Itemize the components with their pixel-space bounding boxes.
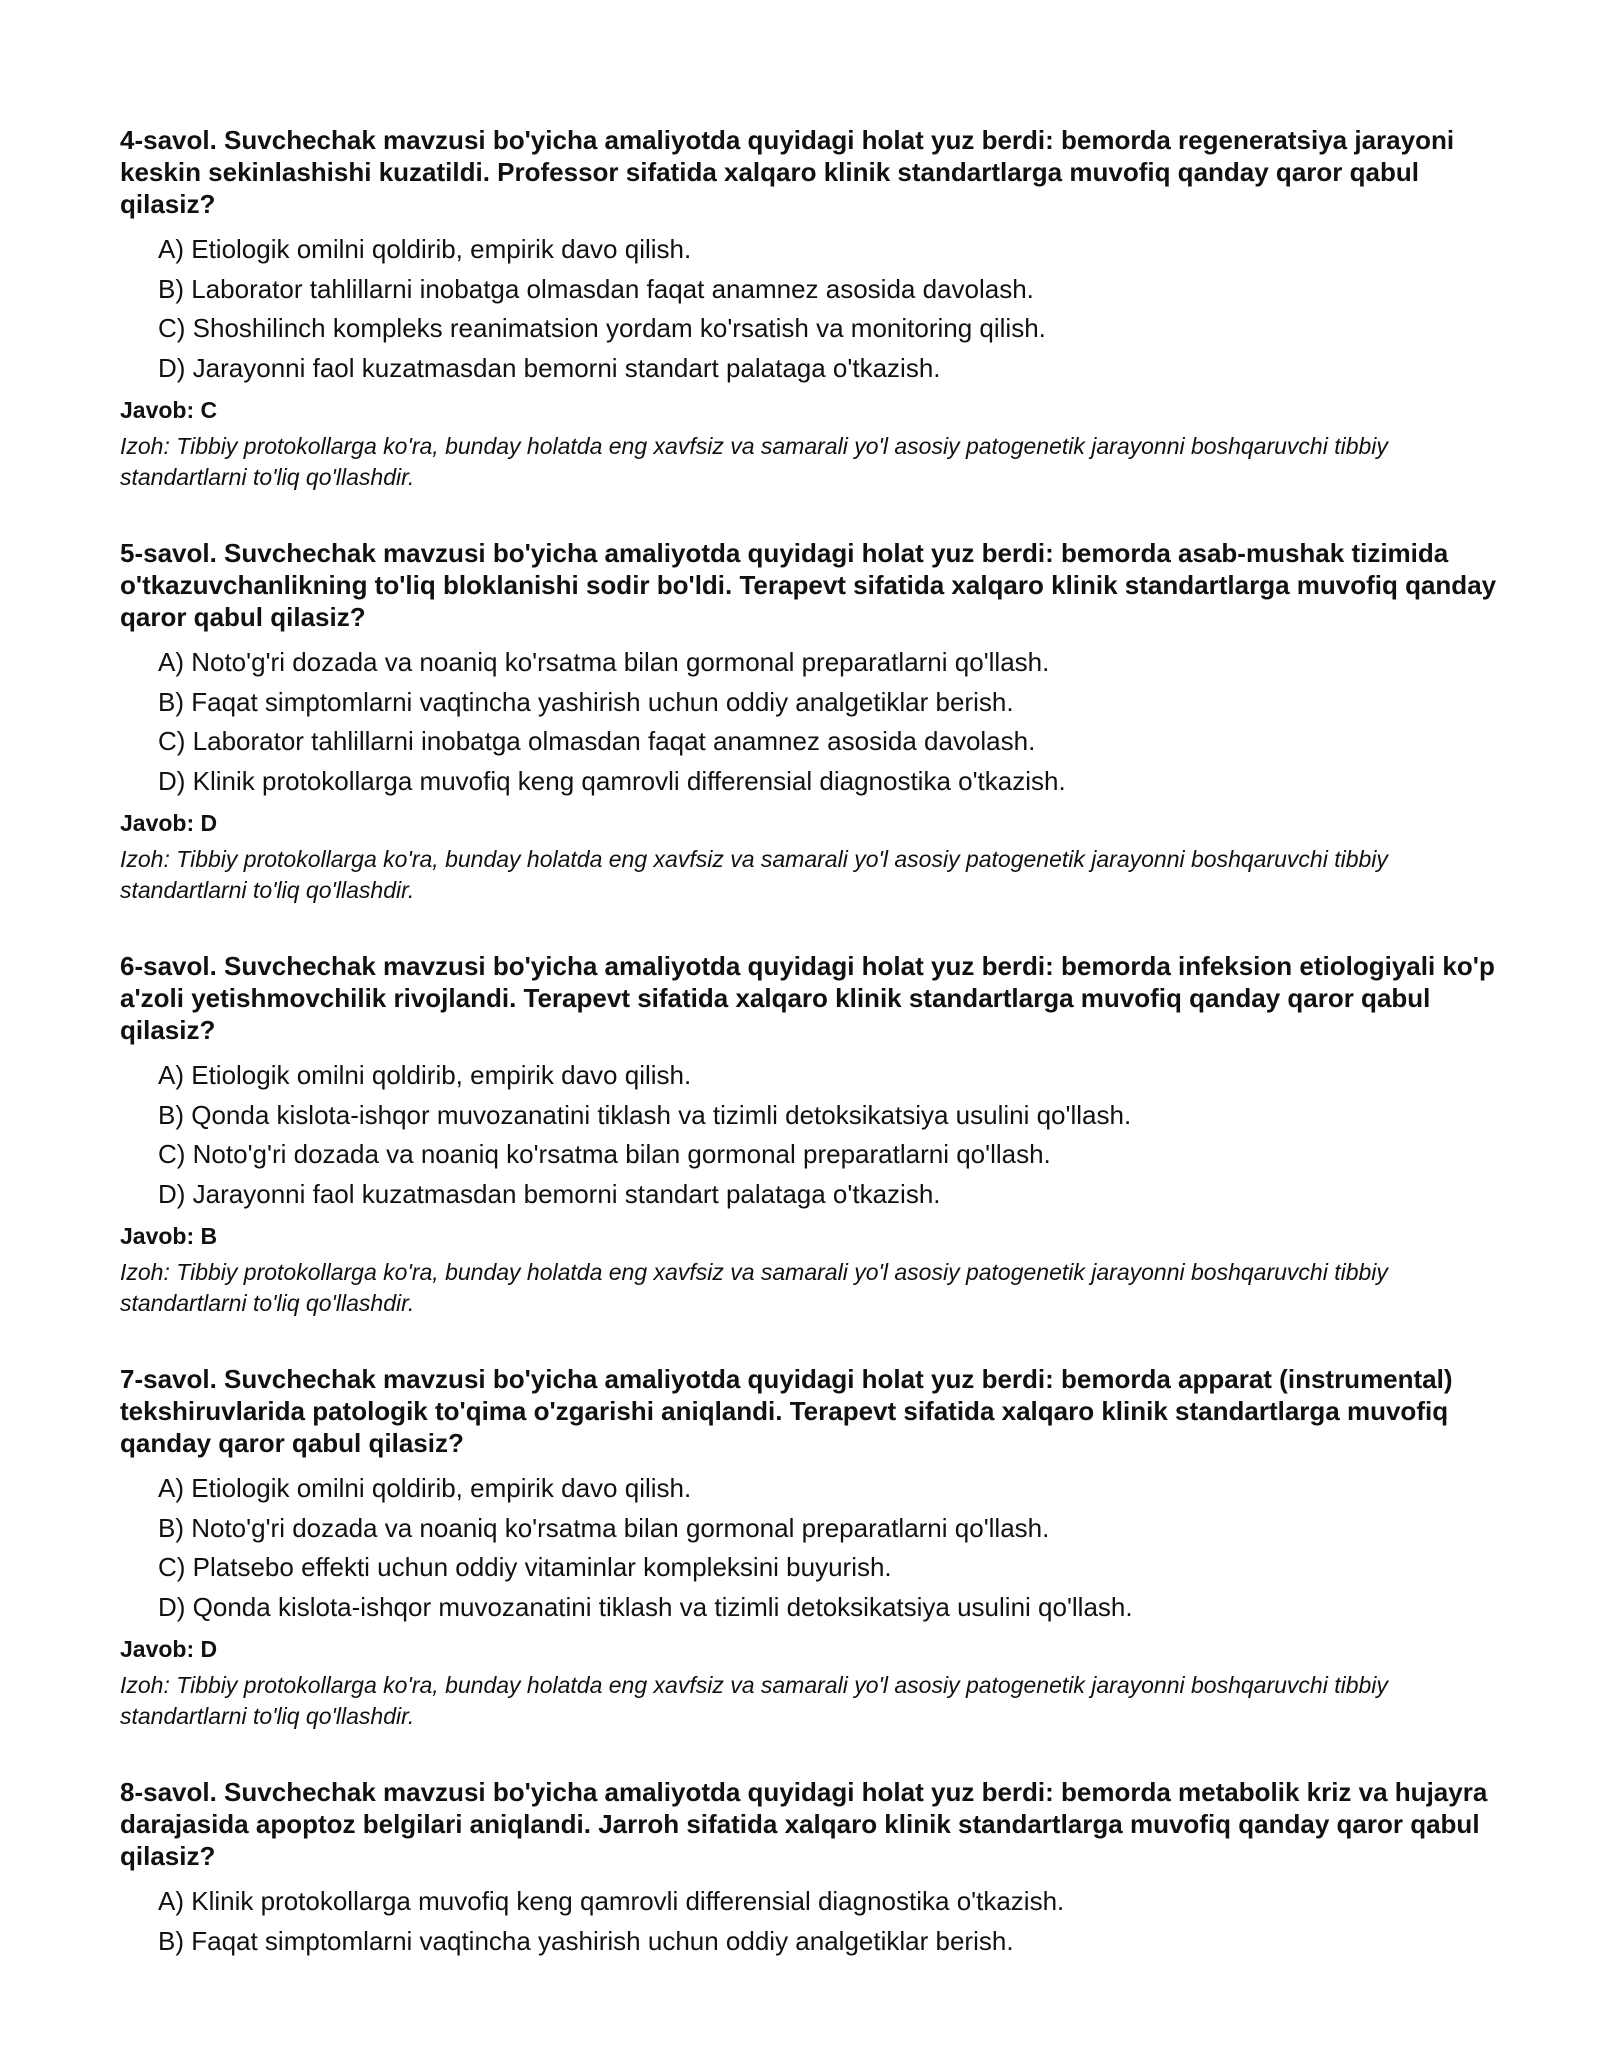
- option-d: D) Qonda kislota-ishqor muvozanatini tiklash va tizimli detoksikatsiya usulini qo'llash.: [158, 1591, 1133, 1622]
- question-7: [120, 1363, 1500, 1732]
- option-a: A) Etiologik omilni qoldirib, empirik davo qilish.: [158, 1060, 692, 1090]
- option-d: D) Klinik protokollarga muvofiq keng qamrovli differensial diagnostika o'tkazish.: [158, 765, 1066, 796]
- answer-label: Javob: D: [120, 1636, 218, 1662]
- explanation-note: Izoh: Tibbiy protokollarga ko'ra, bunday holatda eng xavfsiz va samarali yo'l asosiy patogenetik jarayonni boshqaruvchi tibbiy standartlarni to'liq qo'llashdir.: [120, 1672, 1388, 1729]
- option-a: A) Etiologik omilni qoldirib, empirik davo qilish.: [158, 234, 692, 264]
- option-c: C) Noto'g'ri dozada va noaniq ko'rsatma bilan gormonal preparatlarni qo'llash.: [158, 1139, 1051, 1169]
- option-c: C) Platsebo effekti uchun oddiy vitaminlar kompleksini buyurish.: [158, 1552, 892, 1582]
- question-title: 7-savol. Suvchechak mavzusi bo'yicha amaliyotda quyidagi holat yuz berdi: bemorda apparat (instrumental) tekshiruvlarida patologik to'qima o'zgarishi aniqlandi. Terapevt sifatida xalqaro klinik standartlarga muvofiq qanday qaror qabul qilasiz?: [120, 1364, 1453, 1458]
- options-list: [120, 643, 1500, 801]
- options-list: [120, 1882, 1500, 1961]
- question-5: [120, 537, 1500, 906]
- option-c: C) Laborator tahlillarni inobatga olmasdan faqat anamnez asosida davolash.: [158, 726, 1036, 756]
- option-b: B) Laborator tahlillarni inobatga olmasdan faqat anamnez asosida davolash.: [158, 273, 1034, 304]
- answer-label: Javob: C: [120, 397, 218, 423]
- explanation-note: Izoh: Tibbiy protokollarga ko'ra, bunday holatda eng xavfsiz va samarali yo'l asosiy patogenetik jarayonni boshqaruvchi tibbiy standartlarni to'liq qo'llashdir.: [120, 1259, 1388, 1316]
- option-b: B) Noto'g'ri dozada va noaniq ko'rsatma bilan gormonal preparatlarni qo'llash.: [158, 1512, 1050, 1543]
- options-list: [120, 230, 1500, 388]
- option-a: A) Noto'g'ri dozada va noaniq ko'rsatma bilan gormonal preparatlarni qo'llash.: [158, 647, 1050, 677]
- options-list: [120, 1469, 1500, 1627]
- document-page: [120, 124, 1500, 2005]
- question-6: [120, 950, 1500, 1319]
- option-b: B) Qonda kislota-ishqor muvozanatini tiklash va tizimli detoksikatsiya usulini qo'llash.: [158, 1099, 1132, 1130]
- option-c: C) Shoshilinch kompleks reanimatsion yordam ko'rsatish va monitoring qilish.: [158, 313, 1046, 343]
- option-b: B) Faqat simptomlarni vaqtincha yashirish uchun oddiy analgetiklar berish.: [158, 686, 1014, 717]
- option-b: B) Faqat simptomlarni vaqtincha yashirish uchun oddiy analgetiklar berish.: [158, 1925, 1014, 1956]
- option-a: A) Etiologik omilni qoldirib, empirik davo qilish.: [158, 1473, 692, 1503]
- question-title: 5-savol. Suvchechak mavzusi bo'yicha amaliyotda quyidagi holat yuz berdi: bemorda asab-mushak tizimida o'tkazuvchanlikning to'liq bloklanishi sodir bo'ldi. Terapevt sifatida xalqaro klinik standartlarga muvofiq qanday qaror qabul qilasiz?: [120, 538, 1497, 632]
- option-d: D) Jarayonni faol kuzatmasdan bemorni standart palataga o'tkazish.: [158, 1178, 941, 1209]
- option-d: D) Jarayonni faol kuzatmasdan bemorni standart palataga o'tkazish.: [158, 352, 941, 383]
- option-a: A) Klinik protokollarga muvofiq keng qamrovli differensial diagnostika o'tkazish.: [158, 1886, 1065, 1916]
- answer-label: Javob: B: [120, 1223, 218, 1249]
- question-8: [120, 1776, 1500, 1961]
- explanation-note: Izoh: Tibbiy protokollarga ko'ra, bunday holatda eng xavfsiz va samarali yo'l asosiy patogenetik jarayonni boshqaruvchi tibbiy standartlarni to'liq qo'llashdir.: [120, 433, 1388, 490]
- answer-label: Javob: D: [120, 810, 218, 836]
- explanation-note: Izoh: Tibbiy protokollarga ko'ra, bunday holatda eng xavfsiz va samarali yo'l asosiy patogenetik jarayonni boshqaruvchi tibbiy standartlarni to'liq qo'llashdir.: [120, 846, 1388, 903]
- question-title: 4-savol. Suvchechak mavzusi bo'yicha amaliyotda quyidagi holat yuz berdi: bemorda regeneratsiya jarayoni keskin sekinlashishi kuzatildi. Professor sifatida xalqaro klinik standartlarga muvofiq qanday qaror qabul qilasiz?: [120, 125, 1455, 219]
- question-title: 8-savol. Suvchechak mavzusi bo'yicha amaliyotda quyidagi holat yuz berdi: bemorda metabolik kriz va hujayra darajasida apoptoz belgilari aniqlandi. Jarroh sifatida xalqaro klinik standartlarga muvofiq qanday qaror qabul qilasiz?: [120, 1777, 1488, 1871]
- question-4: [120, 124, 1500, 493]
- options-list: [120, 1056, 1500, 1214]
- question-title: 6-savol. Suvchechak mavzusi bo'yicha amaliyotda quyidagi holat yuz berdi: bemorda infeksion etiologiyali ko'p a'zoli yetishmovchilik rivojlandi. Terapevt sifatida xalqaro klinik standartlarga muvofiq qanday qaror qabul qilasiz?: [120, 951, 1495, 1045]
